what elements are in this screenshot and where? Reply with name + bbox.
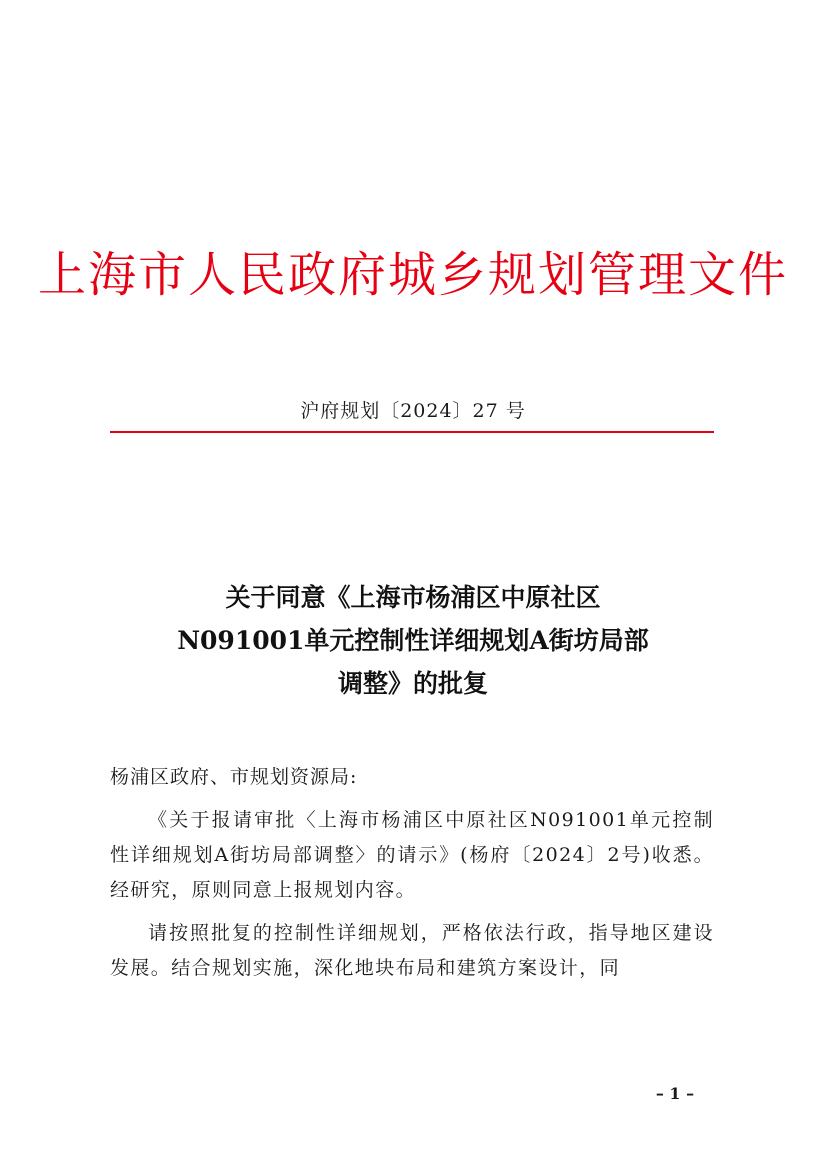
title-line-1: 关于同意《上海市杨浦区中原社区 <box>225 583 601 612</box>
paragraph-2: 请按照批复的控制性详细规划，严格依法行政，指导地区建设发展。结合规划实施，深化地块布局和建筑方案设计，同 <box>110 922 714 979</box>
title-line-2: N091001单元控制性详细规划A街坊局部 <box>177 626 649 655</box>
issuer-header: 上海市人民政府城乡规划管理文件 <box>37 247 788 303</box>
page-number: – 1 – <box>655 1084 695 1103</box>
document-body <box>110 760 714 994</box>
document-title <box>100 576 726 705</box>
title-line-3: 调整》的批复 <box>337 669 488 698</box>
red-divider-line <box>110 431 714 433</box>
paragraph-1: 《关于报请审批〈上海市杨浦区中原社区N091001单元控制性详细规划A街坊局部调整〉的请示》(杨府〔2024〕2号)收悉。经研究，原则同意上报规划内容。 <box>110 809 714 901</box>
document-number: 沪府规划〔2024〕27 号 <box>300 400 526 422</box>
salutation: 杨浦区政府、市规划资源局: <box>110 766 358 788</box>
